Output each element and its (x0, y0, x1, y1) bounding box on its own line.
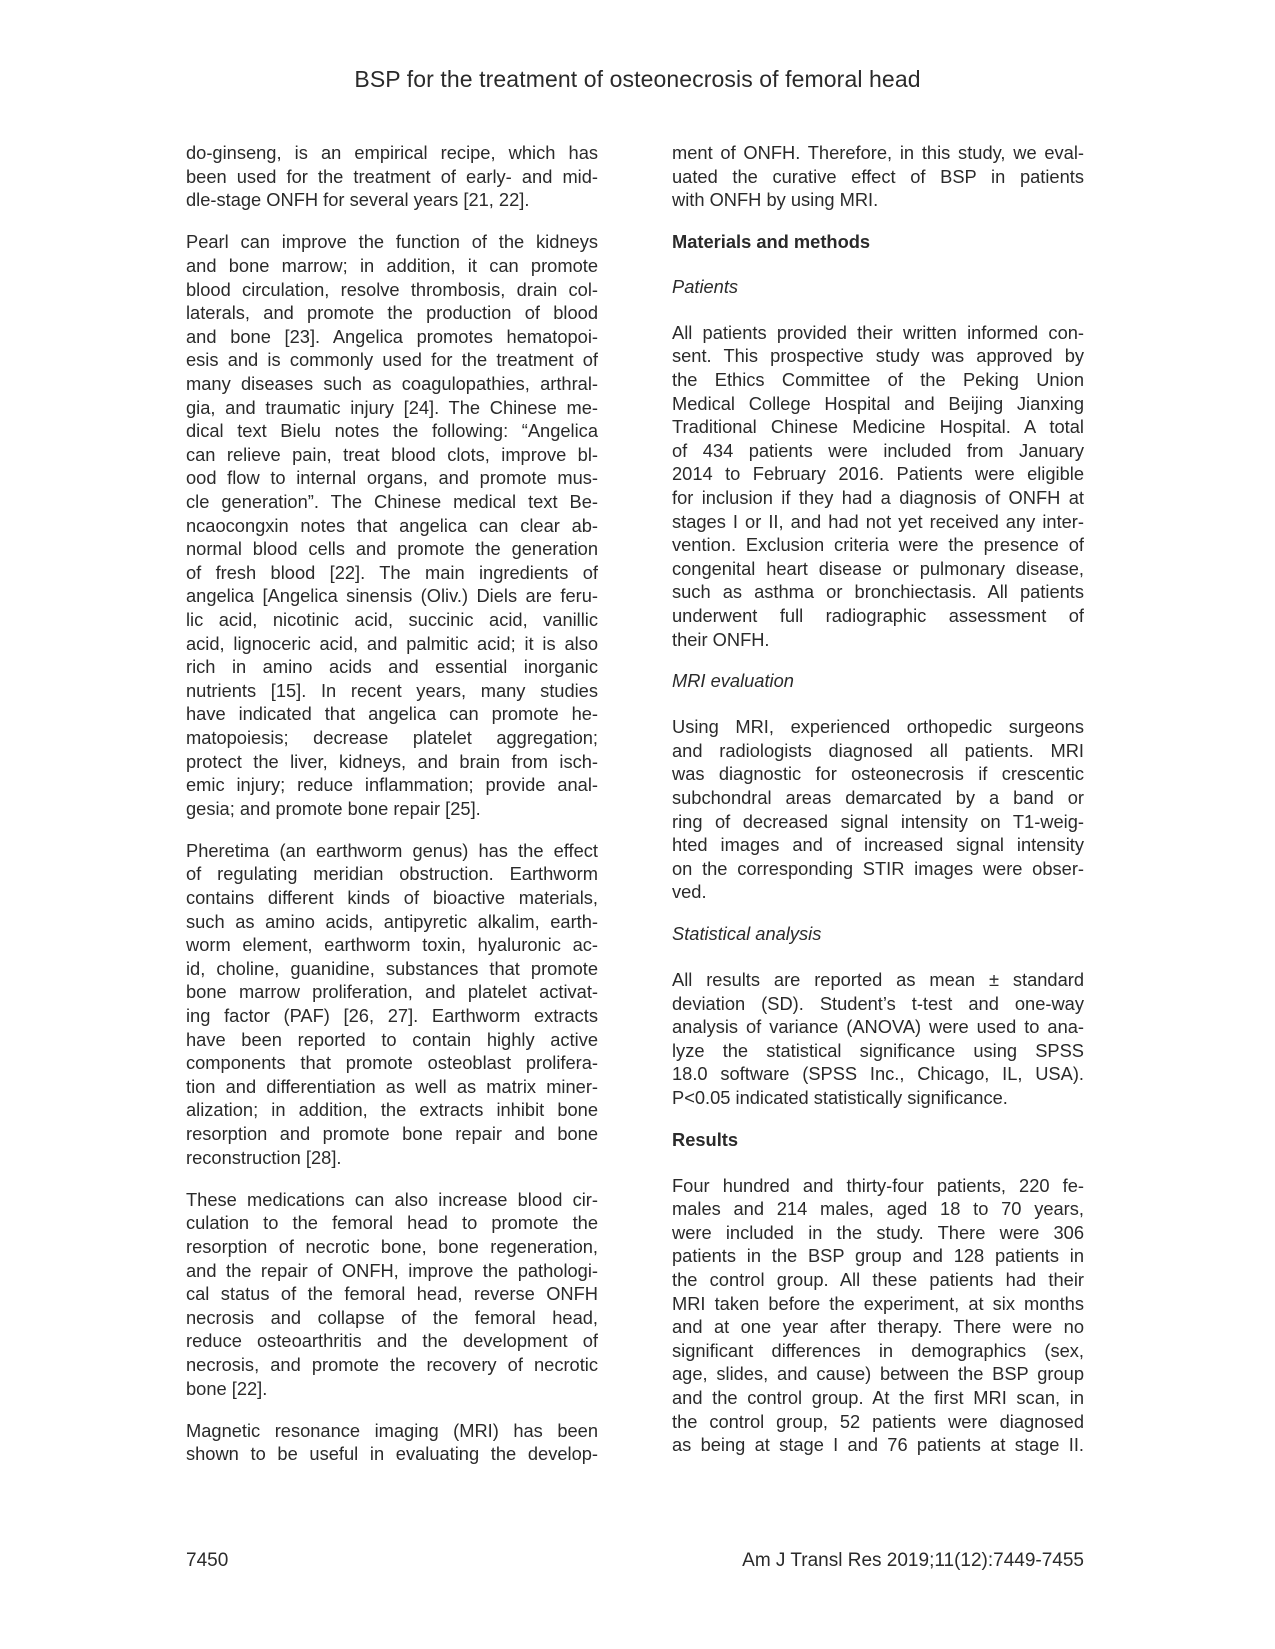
body-text-line: Pearl can improve the function of the kidneys (186, 231, 598, 253)
body-text-line: cle generation”. The Chinese medical text Be- (186, 490, 598, 512)
body-text-line: and bone [23]. Angelica promotes hematopoi- (186, 325, 598, 347)
body-text-line: and the control group. At the first MRI scan, in (672, 1387, 1084, 1408)
body-text-line: id, choline, guanidine, substances that promote (186, 957, 598, 979)
body-text-line: the control group, 52 patients were diagnosed (672, 1410, 1084, 1432)
body-text-line: such as asthma or bronchiectasis. All patients (672, 581, 1084, 603)
body-text-line: gesia; and promote bone repair [25]. (186, 797, 481, 819)
body-text-line: shown to be useful in evaluating the develop- (186, 1443, 598, 1465)
body-text-line: significant differences in demographics (sex, (672, 1339, 1084, 1361)
body-text-line: acid, lignoceric acid, and palmitic acid; it is also (186, 632, 598, 654)
body-text-line: lyze the statistical significance using SPSS (672, 1039, 1084, 1061)
body-text-line: ing factor (PAF) [26, 27]. Earthworm extracts (186, 1005, 598, 1026)
body-text-line: matopoiesis; decrease platelet aggregation; (186, 726, 598, 748)
body-text-line: sent. This prospective study was approved by (672, 345, 1084, 367)
body-text-line: hted images and of increased signal intensity (672, 834, 1084, 856)
body-text-line: contains different kinds of bioactive materials, (186, 887, 598, 908)
body-text-line: was diagnostic for osteonecrosis if crescentic (672, 763, 1084, 785)
body-text-line: subchondral areas demarcated by a band or (672, 787, 1084, 808)
body-text-line: P<0.05 indicated statistically significance. (672, 1087, 1008, 1108)
body-text-line: of 434 patients were included from January (672, 439, 1084, 461)
subsection-heading-mri-evaluation: MRI evaluation (672, 670, 794, 692)
body-text-line: resorption of necrotic bone, bone regeneration, (186, 1235, 598, 1257)
body-text-line: ring of decreased signal intensity on T1-weig- (672, 810, 1084, 832)
body-text-line: culation to the femoral head to promote the (186, 1212, 598, 1234)
body-text-line: esis and is commonly used for the treatment of (186, 349, 598, 371)
body-text-line: their ONFH. (672, 628, 770, 650)
body-text-line: gia, and traumatic injury [24]. The Chinese me- (186, 396, 598, 418)
body-text-line: the Ethics Committee of the Peking Union (672, 369, 1084, 390)
body-text-line: lic acid, nicotinic acid, succinic acid, vanillic (186, 608, 598, 630)
body-text-line: patients in the BSP group and 128 patients in (672, 1245, 1084, 1267)
body-text-line: tion and differentiation as well as matrix miner- (186, 1075, 598, 1097)
body-text-line: worm element, earthworm toxin, hyaluronic ac- (186, 934, 598, 956)
body-text-line: resorption and promote bone repair and bone (186, 1123, 598, 1144)
running-title: BSP for the treatment of osteonecrosis of femoral head (354, 66, 921, 92)
body-text-line: dical text Bielu notes the following: “Angelica (186, 420, 598, 442)
body-text-line: 18.0 software (SPSS Inc., Chicago, IL, USA). (672, 1063, 1084, 1085)
body-text-line: rich in amino acids and essential inorganic (186, 656, 598, 678)
body-text-line: males and 214 males, aged 18 to 70 years, (672, 1198, 1084, 1220)
body-text-line: necrosis and collapse of the femoral head, (186, 1306, 598, 1328)
body-text-line: laterals, and promote the production of blood (186, 302, 598, 324)
body-text-line: angelica [Angelica sinensis (Oliv.) Diels are feru- (186, 585, 598, 607)
body-text-line: have been reported to contain highly active (186, 1028, 598, 1050)
page-number: 7450 (186, 1550, 229, 1571)
body-text-line: alization; in addition, the extracts inhibit bone (186, 1099, 598, 1121)
body-text-line: 2014 to February 2016. Patients were eligible (672, 463, 1084, 485)
body-text-line: Pheretima (an earthworm genus) has the effect (186, 839, 598, 861)
body-text-line: with ONFH by using MRI. (672, 189, 879, 211)
body-text-line: Using MRI, experienced orthopedic surgeons (672, 716, 1084, 738)
body-text-line: for inclusion if they had a diagnosis of ONFH at (672, 487, 1084, 508)
body-text-line: on the corresponding STIR images were obser- (672, 857, 1084, 879)
body-text-line: necrosis, and promote the recovery of necrotic (186, 1353, 598, 1375)
body-text-line: components that promote osteoblast prolifera- (186, 1052, 598, 1074)
body-text-line: cal status of the femoral head, reverse ONFH (186, 1283, 598, 1305)
body-text-line: and radiologists diagnosed all patients. MRI (672, 739, 1084, 761)
body-text-line: underwent full radiographic assessment of (672, 605, 1084, 626)
body-text-line: All patients provided their written informed con- (672, 321, 1084, 343)
body-text-line: can relieve pain, treat blood clots, improve bl- (186, 443, 598, 465)
body-text-line: age, slides, and cause) between the BSP group (672, 1363, 1084, 1385)
body-text-line: blood circulation, resolve thrombosis, drain col- (186, 278, 598, 300)
body-text-line: ment of ONFH. Therefore, in this study, we eval- (672, 142, 1084, 163)
body-text-line: and the repair of ONFH, improve the pathologi- (186, 1259, 598, 1281)
body-text-line: bone [22]. (186, 1377, 268, 1399)
body-text-line: many diseases such as coagulopathies, arthral- (186, 372, 598, 394)
body-text-line: and at one year after therapy. There were no (672, 1316, 1084, 1338)
body-text-line: dle-stage ONFH for several years [21, 22]. (186, 189, 530, 211)
body-text-line: do-ginseng, is an empirical recipe, which has (186, 142, 598, 163)
body-text-line: of regulating meridian obstruction. Earthworm (186, 863, 598, 885)
body-text-line: MRI taken before the experiment, at six months (672, 1292, 1084, 1314)
section-heading-materials-methods: Materials and methods (672, 230, 871, 252)
body-text-line: protect the liver, kidneys, and brain from isch- (186, 750, 598, 772)
body-text-line: stages I or II, and had not yet received any inter- (672, 510, 1084, 532)
body-text-line: uated the curative effect of BSP in patients (672, 165, 1084, 187)
body-text-line: such as amino acids, antipyretic alkalim, earth- (186, 910, 598, 932)
subsection-heading-patients: Patients (672, 275, 739, 297)
body-text-line: These medications can also increase blood cir- (186, 1188, 598, 1210)
body-text-line: normal blood cells and promote the generation (186, 538, 598, 560)
body-text-line: reduce osteoarthritis and the development of (186, 1330, 598, 1352)
body-text-line: bone marrow proliferation, and platelet activat- (186, 981, 598, 1003)
body-text-line: ood flow to internal organs, and promote mus- (186, 467, 598, 489)
body-text-line: were included in the study. There were 306 (672, 1221, 1084, 1243)
body-text-line: have indicated that angelica can promote he- (186, 703, 598, 725)
body-text-line: ved. (672, 881, 707, 903)
body-text-line: nutrients [15]. In recent years, many studies (186, 679, 598, 701)
body-text-line: Traditional Chinese Medicine Hospital. A total (672, 416, 1084, 438)
body-text-line: ncaocongxin notes that angelica can clear ab- (186, 514, 598, 536)
body-text-line: Four hundred and thirty-four patients, 220 fe- (672, 1174, 1084, 1196)
subsection-heading-statistical-analysis: Statistical analysis (672, 923, 822, 944)
journal-citation: Am J Transl Res 2019;11(12):7449-7455 (742, 1550, 1084, 1571)
body-text-line: and bone marrow; in addition, it can promote (186, 254, 598, 276)
body-text-line: of fresh blood [22]. The main ingredients of (186, 561, 598, 583)
body-text-line: the control group. All these patients had their (672, 1269, 1084, 1290)
body-text-line: analysis of variance (ANOVA) were used to ana- (672, 1016, 1084, 1038)
body-text-line: vention. Exclusion criteria were the presence of (672, 534, 1084, 556)
body-text-line: congenital heart disease or pulmonary disease, (672, 557, 1084, 579)
body-text-line: Magnetic resonance imaging (MRI) has been (186, 1419, 598, 1441)
body-text-line: deviation (SD). Student’s t-test and one-way (672, 992, 1084, 1014)
body-text-line: reconstruction [28]. (186, 1146, 342, 1168)
body-text-line: emic injury; reduce inflammation; provide anal- (186, 774, 598, 796)
section-heading-results: Results (672, 1128, 739, 1150)
body-text-line: as being at stage I and 76 patients at stage II. (672, 1434, 1084, 1456)
body-text-line: been used for the treatment of early- and mid- (186, 165, 598, 187)
body-text-line: All results are reported as mean ± standard (672, 969, 1084, 990)
body-text-line: Medical College Hospital and Beijing Jianxing (672, 392, 1084, 414)
